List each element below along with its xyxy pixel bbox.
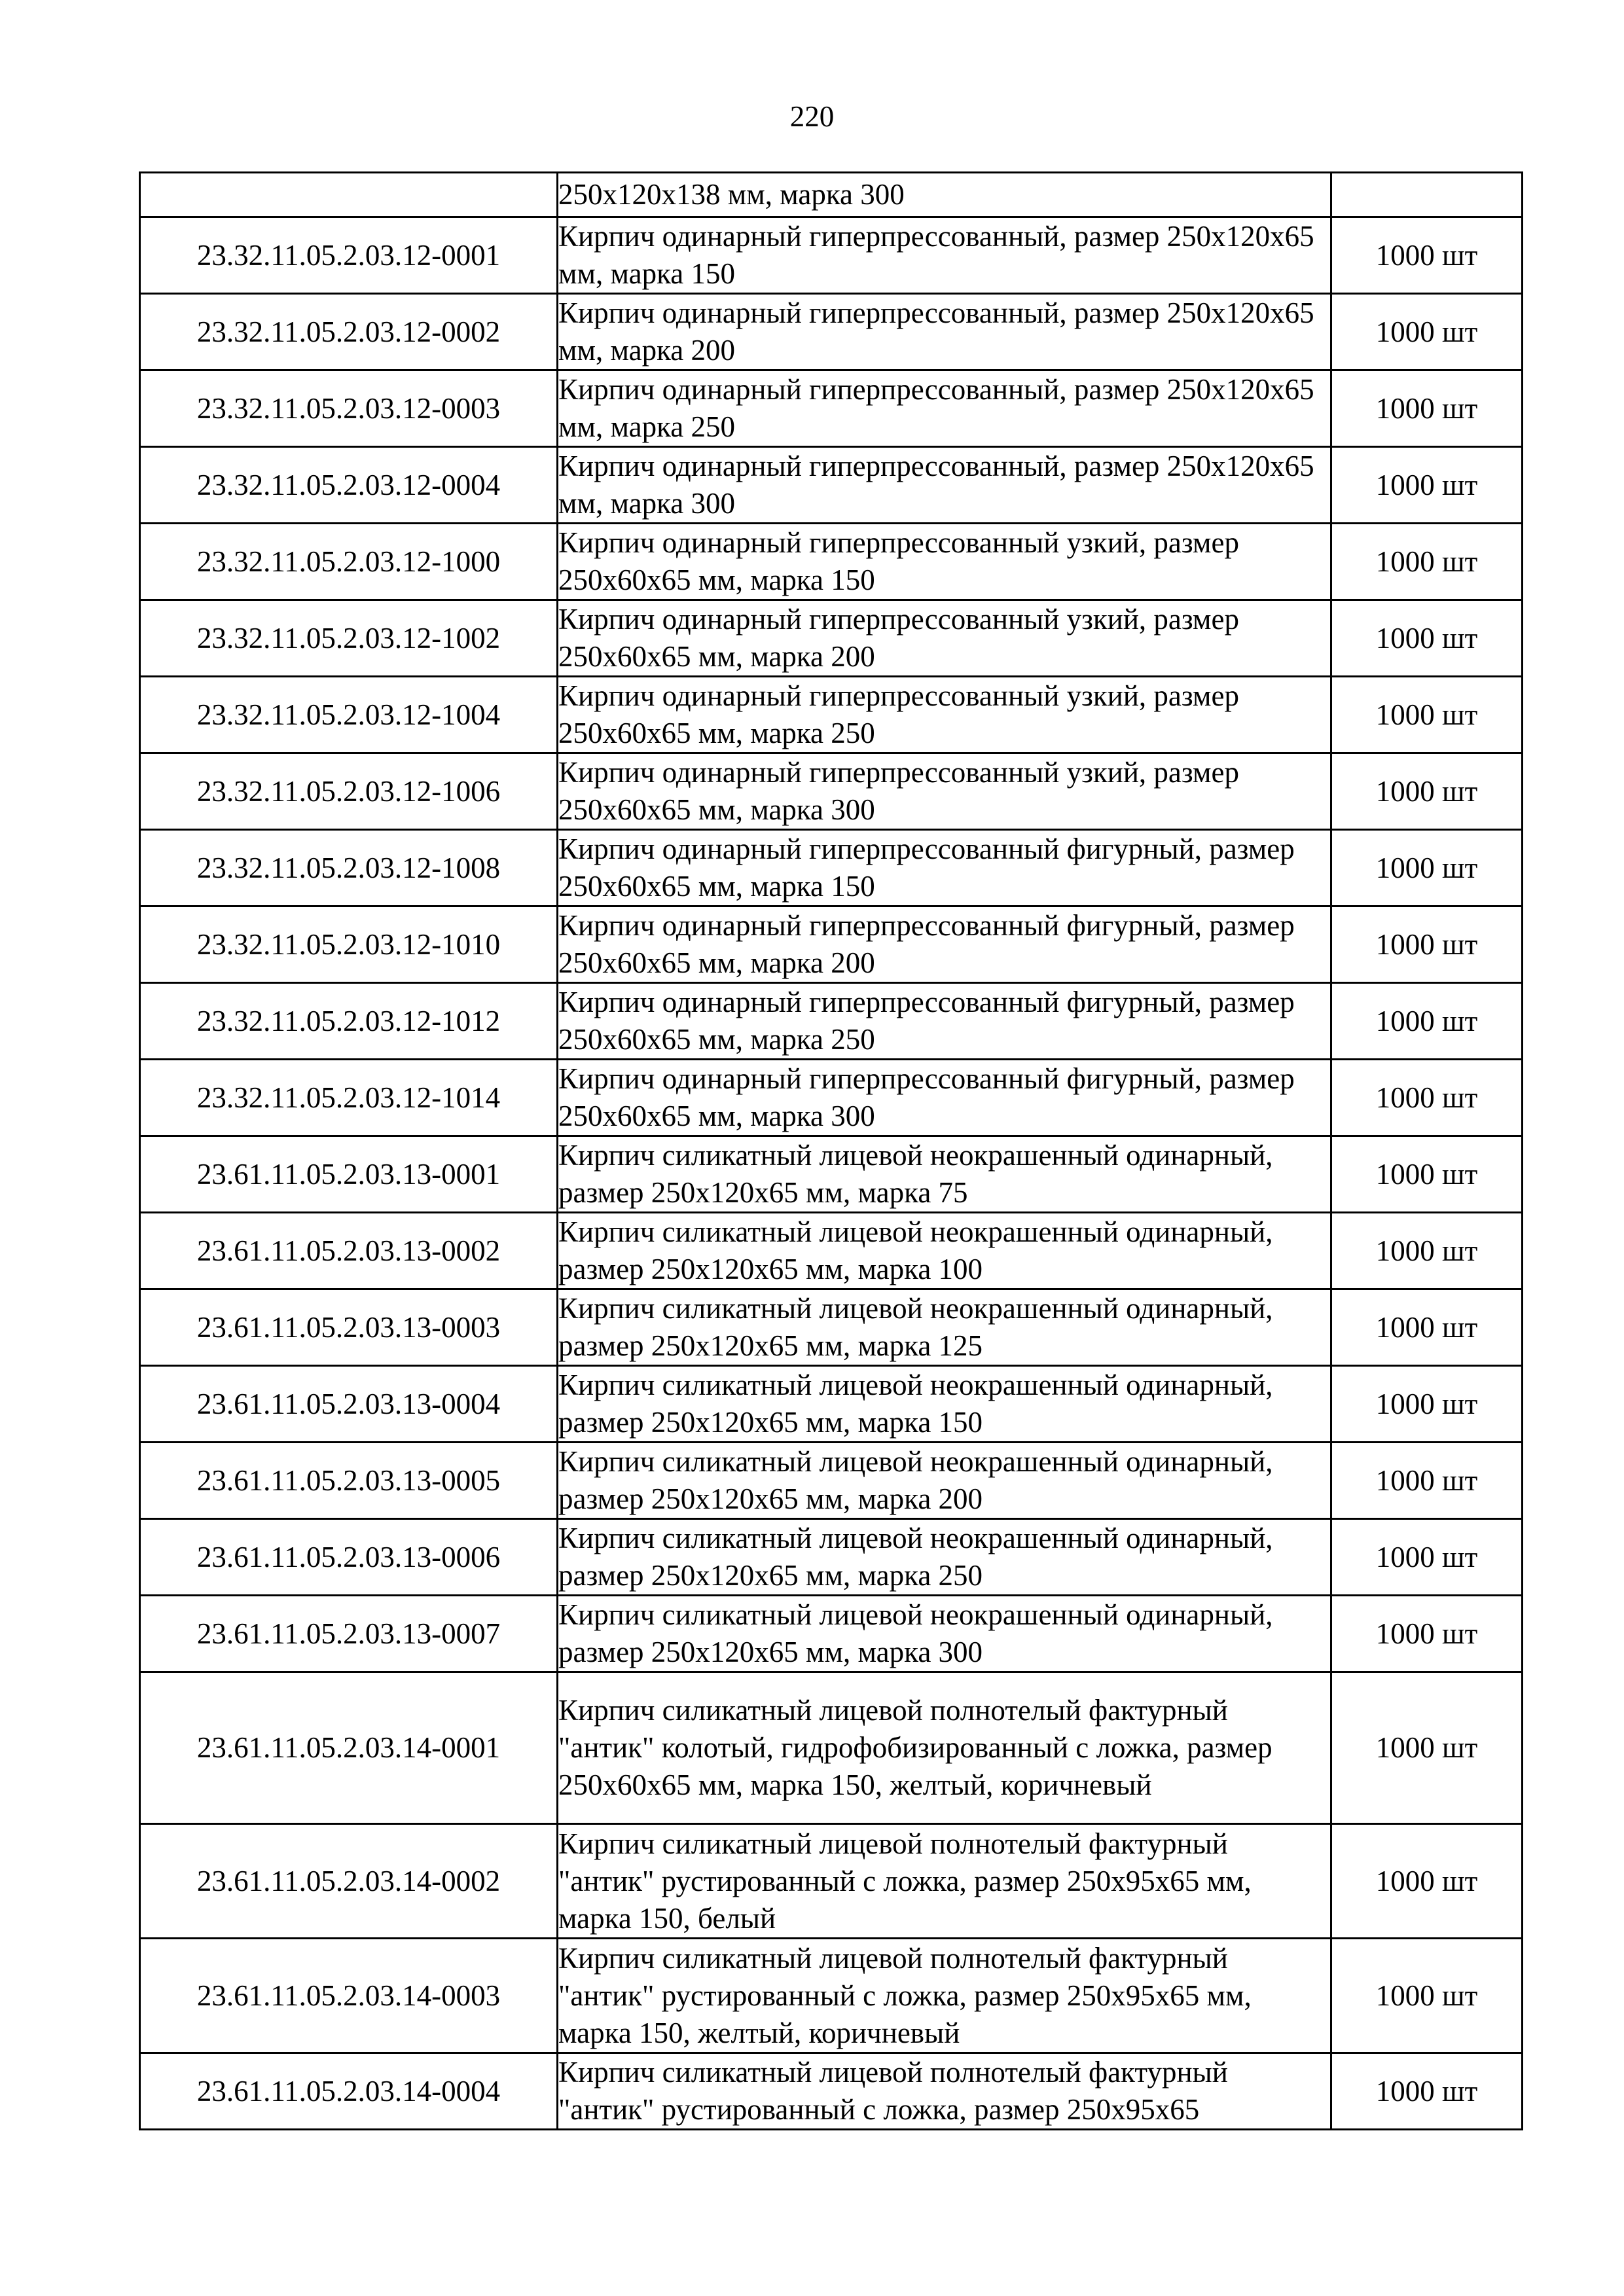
resource-description: Кирпич силикатный лицевой полнотелый фактурный "антик" рустированный с ложка, размер 250х95х65 xyxy=(558,2053,1331,2130)
resource-code: 23.32.11.05.2.03.12-0003 xyxy=(140,370,558,447)
resource-code: 23.61.11.05.2.03.13-0004 xyxy=(140,1366,558,1443)
resource-code: 23.61.11.05.2.03.14-0001 xyxy=(140,1672,558,1824)
resource-code: 23.61.11.05.2.03.14-0003 xyxy=(140,1939,558,2053)
resource-code: 23.32.11.05.2.03.12-1008 xyxy=(140,830,558,906)
unit-of-measure: 1000 шт xyxy=(1331,1443,1523,1519)
unit-of-measure: 1000 шт xyxy=(1331,600,1523,677)
resource-code: 23.61.11.05.2.03.13-0006 xyxy=(140,1519,558,1596)
unit-of-measure: 1000 шт xyxy=(1331,1366,1523,1443)
unit-of-measure: 1000 шт xyxy=(1331,1824,1523,1939)
resource-code: 23.32.11.05.2.03.12-1006 xyxy=(140,753,558,830)
unit-of-measure: 1000 шт xyxy=(1331,1289,1523,1366)
table-row xyxy=(140,2053,1523,2130)
resource-description: Кирпич силикатный лицевой неокрашенный одинарный, размер 250х120х65 мм, марка 250 xyxy=(558,1519,1331,1596)
unit-of-measure: 1000 шт xyxy=(1331,753,1523,830)
resource-description: Кирпич силикатный лицевой полнотелый фактурный "антик" рустированный с ложка, размер 250х95х65 мм, марка 150, желтый, коричневый xyxy=(558,1939,1331,2053)
table-row xyxy=(140,830,1523,906)
resource-description: Кирпич одинарный гиперпрессованный узкий, размер 250х60х65 мм, марка 300 xyxy=(558,753,1331,830)
unit-of-measure: 1000 шт xyxy=(1331,217,1523,294)
resource-code: 23.32.11.05.2.03.12-1000 xyxy=(140,524,558,600)
resource-code: 23.32.11.05.2.03.12-0001 xyxy=(140,217,558,294)
resource-description: Кирпич силикатный лицевой неокрашенный одинарный, размер 250х120х65 мм, марка 300 xyxy=(558,1596,1331,1672)
unit-of-measure: 1000 шт xyxy=(1331,524,1523,600)
resource-code: 23.61.11.05.2.03.13-0007 xyxy=(140,1596,558,1672)
resource-code: 23.61.11.05.2.03.13-0005 xyxy=(140,1443,558,1519)
table-row xyxy=(140,217,1523,294)
resource-code: 23.32.11.05.2.03.12-1012 xyxy=(140,983,558,1060)
table-row xyxy=(140,677,1523,753)
resource-code: 23.61.11.05.2.03.14-0004 xyxy=(140,2053,558,2130)
table-row xyxy=(140,447,1523,524)
resource-code: 23.61.11.05.2.03.14-0002 xyxy=(140,1824,558,1939)
table-row xyxy=(140,1136,1523,1213)
resource-description: Кирпич силикатный лицевой неокрашенный одинарный, размер 250х120х65 мм, марка 125 xyxy=(558,1289,1331,1366)
unit-of-measure: 1000 шт xyxy=(1331,1060,1523,1136)
table-row xyxy=(140,1213,1523,1289)
resource-description: Кирпич силикатный лицевой полнотелый фактурный "антик" рустированный с ложка, размер 250х95х65 мм, марка 150, белый xyxy=(558,1824,1331,1939)
table-row xyxy=(140,524,1523,600)
table-row xyxy=(140,906,1523,983)
resource-code: 23.32.11.05.2.03.12-0002 xyxy=(140,294,558,370)
resource-description: Кирпич одинарный гиперпрессованный фигурный, размер 250х60х65 мм, марка 300 xyxy=(558,1060,1331,1136)
resource-description: 250х120х138 мм, марка 300 xyxy=(558,173,1331,217)
table-row xyxy=(140,294,1523,370)
resource-description: Кирпич силикатный лицевой неокрашенный одинарный, размер 250х120х65 мм, марка 200 xyxy=(558,1443,1331,1519)
unit-of-measure: 1000 шт xyxy=(1331,830,1523,906)
resource-code xyxy=(140,173,558,217)
table-row xyxy=(140,173,1523,217)
resource-description: Кирпич одинарный гиперпрессованный фигурный, размер 250х60х65 мм, марка 200 xyxy=(558,906,1331,983)
resource-description: Кирпич одинарный гиперпрессованный узкий, размер 250х60х65 мм, марка 250 xyxy=(558,677,1331,753)
table-row xyxy=(140,370,1523,447)
unit-of-measure: 1000 шт xyxy=(1331,983,1523,1060)
resource-description: Кирпич силикатный лицевой полнотелый фактурный "антик" колотый, гидрофобизированный с ложка, размер 250х60х65 мм, марка 150, желтый, коричневый xyxy=(558,1672,1331,1824)
resource-code: 23.32.11.05.2.03.12-1004 xyxy=(140,677,558,753)
resource-description: Кирпич силикатный лицевой неокрашенный одинарный, размер 250х120х65 мм, марка 100 xyxy=(558,1213,1331,1289)
resource-description: Кирпич одинарный гиперпрессованный узкий, размер 250х60х65 мм, марка 150 xyxy=(558,524,1331,600)
unit-of-measure: 1000 шт xyxy=(1331,447,1523,524)
resource-description: Кирпич одинарный гиперпрессованный, размер 250х120х65 мм, марка 150 xyxy=(558,217,1331,294)
resource-code: 23.32.11.05.2.03.12-1010 xyxy=(140,906,558,983)
table-row xyxy=(140,1939,1523,2053)
table-row xyxy=(140,1672,1523,1824)
table-row xyxy=(140,983,1523,1060)
resource-code: 23.61.11.05.2.03.13-0003 xyxy=(140,1289,558,1366)
table-row xyxy=(140,600,1523,677)
table-row xyxy=(140,1596,1523,1672)
resource-description: Кирпич силикатный лицевой неокрашенный одинарный, размер 250х120х65 мм, марка 75 xyxy=(558,1136,1331,1213)
resource-description: Кирпич одинарный гиперпрессованный, размер 250х120х65 мм, марка 250 xyxy=(558,370,1331,447)
resource-description: Кирпич силикатный лицевой неокрашенный одинарный, размер 250х120х65 мм, марка 150 xyxy=(558,1366,1331,1443)
unit-of-measure: 1000 шт xyxy=(1331,1136,1523,1213)
resource-description: Кирпич одинарный гиперпрессованный, размер 250х120х65 мм, марка 200 xyxy=(558,294,1331,370)
table-row xyxy=(140,1443,1523,1519)
table-row xyxy=(140,1519,1523,1596)
unit-of-measure: 1000 шт xyxy=(1331,1213,1523,1289)
unit-of-measure: 1000 шт xyxy=(1331,906,1523,983)
resource-code: 23.32.11.05.2.03.12-1014 xyxy=(140,1060,558,1136)
resource-description: Кирпич одинарный гиперпрессованный, размер 250х120х65 мм, марка 300 xyxy=(558,447,1331,524)
resource-code: 23.61.11.05.2.03.13-0002 xyxy=(140,1213,558,1289)
unit-of-measure: 1000 шт xyxy=(1331,2053,1523,2130)
resource-description: Кирпич одинарный гиперпрессованный фигурный, размер 250х60х65 мм, марка 150 xyxy=(558,830,1331,906)
resource-code: 23.32.11.05.2.03.12-0004 xyxy=(140,447,558,524)
unit-of-measure: 1000 шт xyxy=(1331,370,1523,447)
resource-description: Кирпич одинарный гиперпрессованный фигурный, размер 250х60х65 мм, марка 250 xyxy=(558,983,1331,1060)
unit-of-measure: 1000 шт xyxy=(1331,1596,1523,1672)
table-row xyxy=(140,1366,1523,1443)
table-row xyxy=(140,753,1523,830)
table-body xyxy=(140,173,1523,2130)
unit-of-measure: 1000 шт xyxy=(1331,1672,1523,1824)
table-row xyxy=(140,1289,1523,1366)
resource-code: 23.32.11.05.2.03.12-1002 xyxy=(140,600,558,677)
unit-of-measure: 1000 шт xyxy=(1331,1519,1523,1596)
page-number: 220 xyxy=(789,100,835,133)
unit-of-measure: 1000 шт xyxy=(1331,677,1523,753)
unit-of-measure xyxy=(1331,173,1523,217)
unit-of-measure: 1000 шт xyxy=(1331,1939,1523,2053)
table-row xyxy=(140,1824,1523,1939)
resource-code: 23.61.11.05.2.03.13-0001 xyxy=(140,1136,558,1213)
resource-table xyxy=(139,171,1523,2130)
resource-description: Кирпич одинарный гиперпрессованный узкий, размер 250х60х65 мм, марка 200 xyxy=(558,600,1331,677)
table-row xyxy=(140,1060,1523,1136)
unit-of-measure: 1000 шт xyxy=(1331,294,1523,370)
